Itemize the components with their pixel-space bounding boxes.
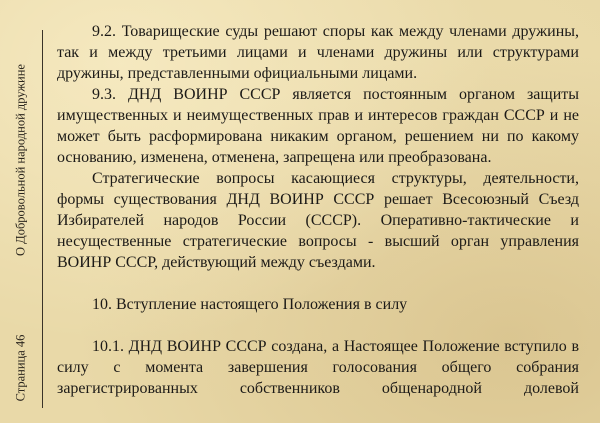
- section-heading-10: 10. Вступление настоящего Положения в силу: [92, 296, 408, 313]
- page-number: Страница 46: [13, 334, 28, 402]
- document-body: [57, 21, 579, 399]
- paragraph-9-3: 9.3. ДНД ВОИНР СССР является постоянным органом защиты имущественных и неимущественных прав и интересов граждан СССР и не может быть расформирована никаким органом, решением ни по какому основанию, изменена, отменена, запрещена или преобразована.: [57, 86, 579, 166]
- paragraph-10-1: 10.1. ДНД ВОИНР СССР создана, а Настоящее Положение вступило в силу с момента завершения голосования общего собрания зарегистрированных собственников общенародной долевой: [57, 338, 579, 397]
- margin-rule: [42, 30, 43, 408]
- running-title: О Добровольной народной дружине: [13, 64, 28, 256]
- side-header: [0, 0, 42, 423]
- paragraph-strategic-questions: Стратегические вопросы касающиеся структуры, деятельности, формы существования ДНД ВОИНР СССР решает Всесоюзный Съезд Избирателей народов России (СССР). Оперативно-тактические и несущественные стратегические вопросы - высший орган управления ВОИНР СССР, действующий между съездами.: [57, 170, 579, 271]
- paragraph-9-2: 9.2. Товарищеские суды решают споры как между членами дружины, так и между третьими лицами и членами дружины или структурами дружины, представленными официальными лицами.: [57, 23, 579, 82]
